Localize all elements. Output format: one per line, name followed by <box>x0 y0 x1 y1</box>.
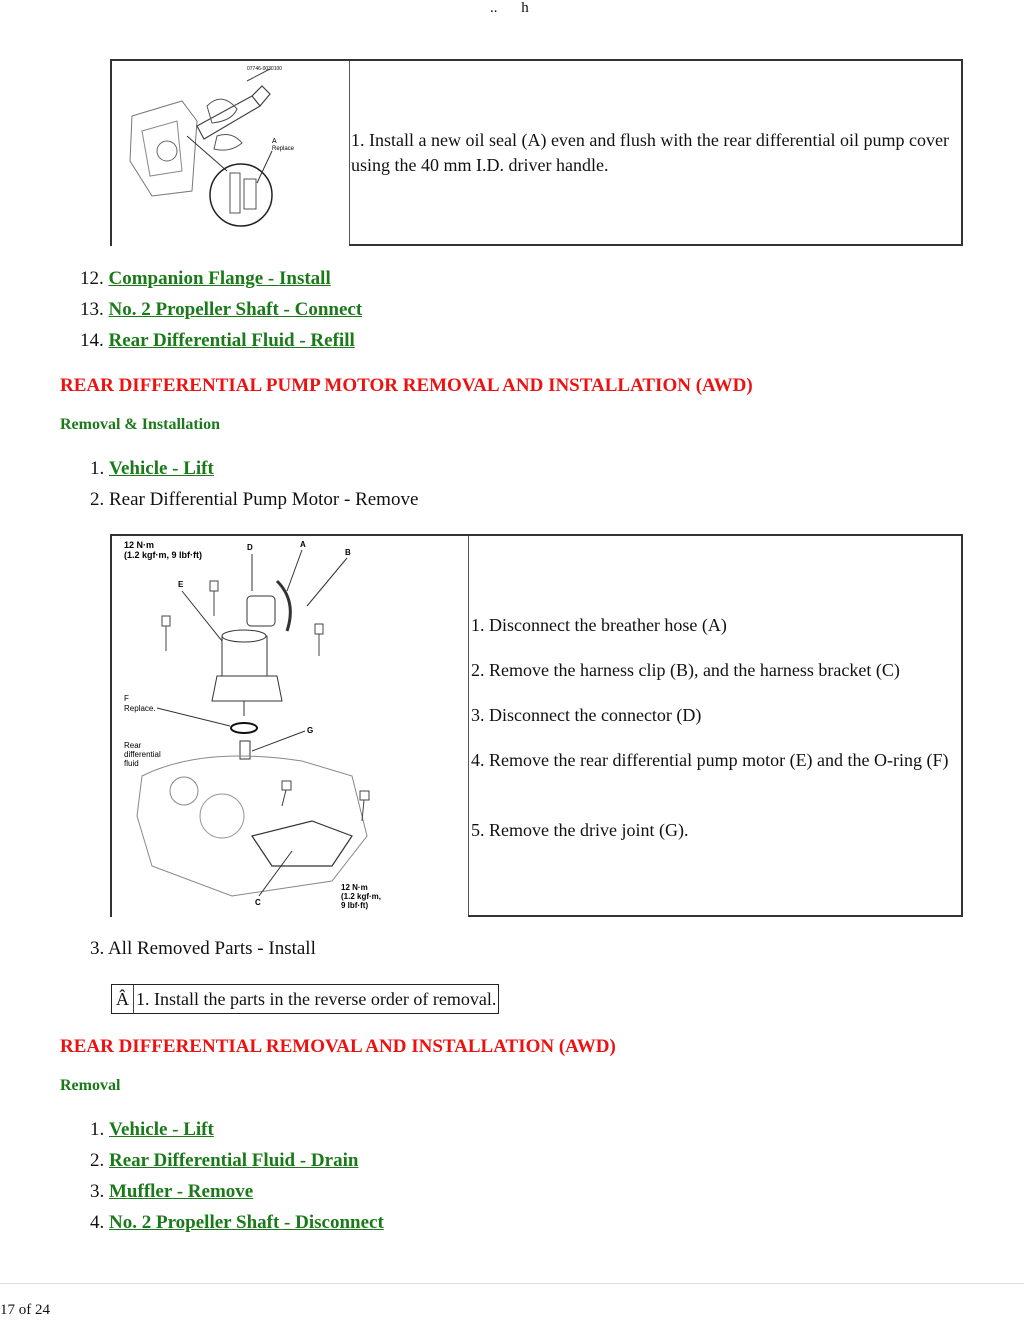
pump-step-1: 1. Disconnect the breather hose (A) <box>471 615 727 635</box>
list-num: 1. <box>90 458 105 479</box>
link-differential-fluid-refill[interactable]: Rear Differential Fluid - Refill <box>108 330 355 351</box>
section-subtitle-removal: Removal <box>60 1077 121 1094</box>
list-item <box>80 268 331 290</box>
pump-step-4: 4. Remove the rear differential pump motor (E) and the O-ring (F) <box>471 750 949 770</box>
label-a: A <box>300 540 306 549</box>
section-title-differential: REAR DIFFERENTIAL REMOVAL AND INSTALLATION (AWD) <box>60 1036 616 1057</box>
pump-motor-figure <box>112 536 469 915</box>
list-item <box>90 1150 358 1172</box>
torque-bottom-2: (1.2 kgf·m, <box>341 892 382 901</box>
section-subtitle-removal-installation: Removal & Installation <box>60 416 220 433</box>
list-num: 4. <box>90 1212 105 1233</box>
label-c: C <box>255 898 261 907</box>
oil-seal-table <box>110 59 963 246</box>
label-g: G <box>307 726 314 735</box>
list-item <box>90 458 214 480</box>
fluid-3: fluid <box>124 759 139 768</box>
page-divider <box>0 1283 1024 1284</box>
torque-bottom-1: 12 N·m <box>341 883 368 892</box>
list-num: 2. <box>90 1150 105 1171</box>
list-num: 3. <box>90 1181 105 1202</box>
oil-seal-step-1: 1. Install a new oil seal (A) even and flush with the rear differential oil pump cover using the 40 mm I.D. driver handle. <box>351 130 949 175</box>
list-item <box>90 1119 214 1141</box>
oil-seal-figure <box>112 61 350 244</box>
oil-seal-steps <box>350 61 961 244</box>
torque-top-2: (1.2 kgf·m, 9 lbf·ft) <box>124 550 202 560</box>
page-number: 17 of 24 <box>0 1302 50 1318</box>
label-f-sub: Replace. <box>124 704 156 713</box>
callout-a-sub: Replace <box>272 146 295 152</box>
header-letter: h <box>521 0 529 16</box>
note-text: 1. Install the parts in the reverse order of removal. <box>136 988 497 1009</box>
note-mark: Â <box>112 985 134 1013</box>
header-dots: .. <box>490 0 498 16</box>
list-num: 3. <box>90 938 105 959</box>
list-item <box>90 938 316 960</box>
list-item <box>80 330 355 352</box>
list-item <box>90 1181 253 1203</box>
list-item <box>80 299 362 321</box>
torque-bottom-3: 9 lbf·ft) <box>341 901 369 910</box>
label-b: B <box>345 548 351 557</box>
torque-top-1: 12 N·m <box>124 540 155 550</box>
list-num: 14. <box>80 330 104 351</box>
fluid-1: Rear <box>124 741 142 750</box>
link-muffler-remove[interactable]: Muffler - Remove <box>109 1181 254 1202</box>
list-num: 12. <box>80 268 104 289</box>
link-companion-flange-install[interactable]: Companion Flange - Install <box>108 268 331 289</box>
step-label: All Removed Parts - Install <box>107 938 316 959</box>
install-note <box>111 984 499 1014</box>
pump-motor-table <box>110 534 963 917</box>
list-num: 13. <box>80 299 104 320</box>
list-item <box>90 1212 384 1234</box>
list-num: 1. <box>90 1119 105 1140</box>
tool-label: 07746-0030100 <box>247 66 283 72</box>
pump-step-2: 2. Remove the harness clip (B), and the harness bracket (C) <box>471 660 900 680</box>
pump-step-5: 5. Remove the drive joint (G). <box>471 820 689 840</box>
label-f: F <box>124 694 129 703</box>
label-d: D <box>247 543 253 552</box>
pump-step-3: 3. Disconnect the connector (D) <box>471 705 702 725</box>
section-title-pump-motor: REAR DIFFERENTIAL PUMP MOTOR REMOVAL AND INSTALLATION (AWD) <box>60 375 753 396</box>
link-differential-fluid-drain[interactable]: Rear Differential Fluid - Drain <box>109 1150 359 1171</box>
label-e: E <box>178 580 184 589</box>
step-label: Rear Differential Pump Motor - Remove <box>109 489 419 510</box>
fluid-2: differential <box>124 750 161 759</box>
link-propeller-shaft-disconnect[interactable]: No. 2 Propeller Shaft - Disconnect <box>109 1212 384 1233</box>
link-vehicle-lift[interactable]: Vehicle - Lift <box>109 458 214 479</box>
link-vehicle-lift-2[interactable]: Vehicle - Lift <box>109 1119 214 1140</box>
page-header <box>490 0 549 17</box>
list-item <box>90 489 418 511</box>
pump-motor-steps <box>469 536 961 915</box>
callout-a: A <box>272 138 277 145</box>
link-propeller-shaft-connect[interactable]: No. 2 Propeller Shaft - Connect <box>108 299 363 320</box>
list-num: 2. <box>90 489 105 510</box>
